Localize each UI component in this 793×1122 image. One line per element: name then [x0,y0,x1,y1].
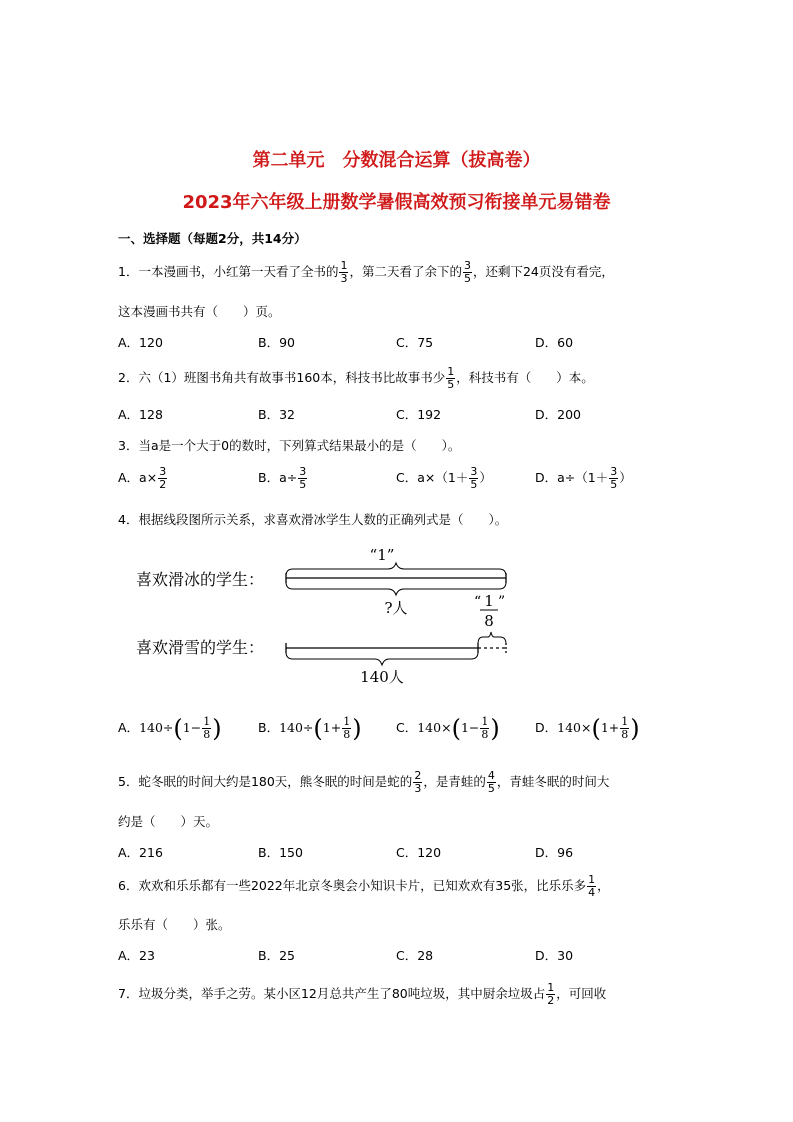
bottom-brace-skating [286,582,506,595]
q1-fraction-2: $\frac{3}{5}$ [463,259,471,285]
q3-option-c-fraction: $\frac{3}{5}$ [470,465,478,491]
q1-text-b: ，第二天看了余下的 [349,264,462,279]
question-4: 4．根据线段图所示关系，求喜欢滑冰学生人数的正确列式是（ ）。 [118,512,508,527]
question-7 [118,982,606,1007]
label-unknown-people: ?人 [384,599,408,617]
q4-option-c-fraction: $\frac{1}{8}$ [481,715,489,741]
q4-option-c[interactable]: C．140×(1− $\frac{1}{8}$ ) [396,714,500,743]
q4-option-b-fraction: $\frac{1}{8}$ [343,715,351,741]
question-2 [118,366,594,391]
question-5 [118,770,609,795]
q3-option-a[interactable]: A．a× $\frac{3}{2}$ [118,465,167,491]
q5-fraction-2: $\frac{4}{5}$ [487,769,495,795]
q5-option-b[interactable]: B．150 [258,845,303,860]
q4-option-b[interactable]: B．140÷(1+ $\frac{1}{8}$ ) [258,714,362,743]
q1-option-c[interactable]: C．75 [396,335,434,350]
q2-option-a[interactable]: A．128 [118,407,163,422]
page-subtitle: 2023年六年级上册数学暑假高效预习衔接单元易错卷 [182,192,611,213]
label-skiing-students: 喜欢滑雪的学生： [136,638,265,657]
q6-text-b: ， [597,878,610,893]
q3-option-a-fraction: $\frac{3}{2}$ [159,465,167,491]
q5-text-c: ，青蛙冬眠的时间大 [496,774,610,789]
q6-option-c[interactable]: C．28 [396,948,434,963]
quote-open-icon: “ [474,594,482,610]
q3-option-b-fraction: $\frac{3}{5}$ [299,465,307,491]
q2-option-b[interactable]: B．32 [258,407,295,422]
q3-option-d-fraction: $\frac{3}{5}$ [610,465,618,491]
q5-text-b: ，是青蛙的 [423,774,486,789]
q2-text-b: ，科技书有（ ）本。 [456,370,594,385]
q1-option-a[interactable]: A．120 [118,335,163,350]
q5-line-2: 约是（ ）天。 [118,814,219,829]
q5-text-a: 5．蛇冬眠的时间大约是180天，熊冬眠的时间是蛇的 [118,774,413,789]
q2-fraction: $\frac{1}{5}$ [447,365,455,391]
top-brace [286,563,506,576]
section-heading: 一、选择题（每题2分，共14分） [118,231,307,246]
quote-close-icon: ” [498,594,506,610]
q5-option-c[interactable]: C．120 [396,845,442,860]
page-title: 第二单元 分数混合运算（拔高卷） [252,150,541,171]
q6-option-d[interactable]: D．30 [535,948,574,963]
q7-text-a: 7．垃圾分类，举手之劳。某小区12月总共产生了80吨垃圾，其中厨余垃圾占 [118,986,546,1001]
q7-text-b: ，可回收 [556,986,607,1001]
small-brace [478,632,506,644]
line-segment-diagram [130,540,520,690]
bottom-brace-skiing [286,652,478,665]
q6-option-a[interactable]: A．23 [118,948,155,963]
q1-text-a: 1．一本漫画书，小红第一天看了全书的 [118,264,339,279]
q4-option-d-fraction: $\frac{1}{8}$ [621,715,629,741]
q6-text-a: 6．欢欢和乐乐都有一些2022年北京冬奥会小知识卡片，已知欢欢有35张，比乐乐多 [118,878,587,893]
q3-option-d[interactable]: D．a÷（1＋ $\frac{3}{5}$ ） [535,465,632,491]
label-one-eighth-den: 8 [484,612,494,630]
question-3: 3．当a是一个大于0的数时，下列算式结果最小的是（ ）。 [118,438,461,453]
q6-option-b[interactable]: B．25 [258,948,295,963]
q5-option-d[interactable]: D．96 [535,845,574,860]
q5-fraction-1: $\frac{2}{3}$ [414,769,422,795]
q2-option-c[interactable]: C．192 [396,407,442,422]
question-6 [118,874,610,899]
q4-option-a[interactable]: A．140÷(1− $\frac{1}{8}$ ) [118,714,222,743]
label-whole-one: “1” [369,546,395,564]
q1-text-c: ，还剩下24页没有看完， [472,264,614,279]
q1-fraction-1: $\frac{1}{3}$ [340,259,348,285]
q1-option-d[interactable]: D．60 [535,335,574,350]
q3-option-c[interactable]: C．a×（1＋ $\frac{3}{5}$ ） [396,465,492,491]
q1-line-2: 这本漫画书共有（ ）页。 [118,304,281,319]
question-1 [118,260,614,285]
q2-option-d[interactable]: D．200 [535,407,581,422]
q6-fraction: $\frac{1}{4}$ [588,873,596,899]
label-one-eighth-num: 1 [484,592,494,610]
label-skating-students: 喜欢滑冰的学生： [136,570,265,589]
q4-option-a-fraction: $\frac{1}{8}$ [203,715,211,741]
q4-option-d[interactable]: D．140×(1+ $\frac{1}{8}$ ) [535,714,640,743]
q3-option-b[interactable]: B．a÷ $\frac{3}{5}$ [258,465,307,491]
q6-line-2: 乐乐有（ ）张。 [118,917,231,932]
q5-option-a[interactable]: A．216 [118,845,163,860]
q1-option-b[interactable]: B．90 [258,335,295,350]
label-140-people: 140人 [360,668,404,686]
q7-fraction: $\frac{1}{2}$ [547,981,555,1007]
q2-text-a: 2．六（1）班图书角共有故事书160本，科技书比故事书少 [118,370,446,385]
